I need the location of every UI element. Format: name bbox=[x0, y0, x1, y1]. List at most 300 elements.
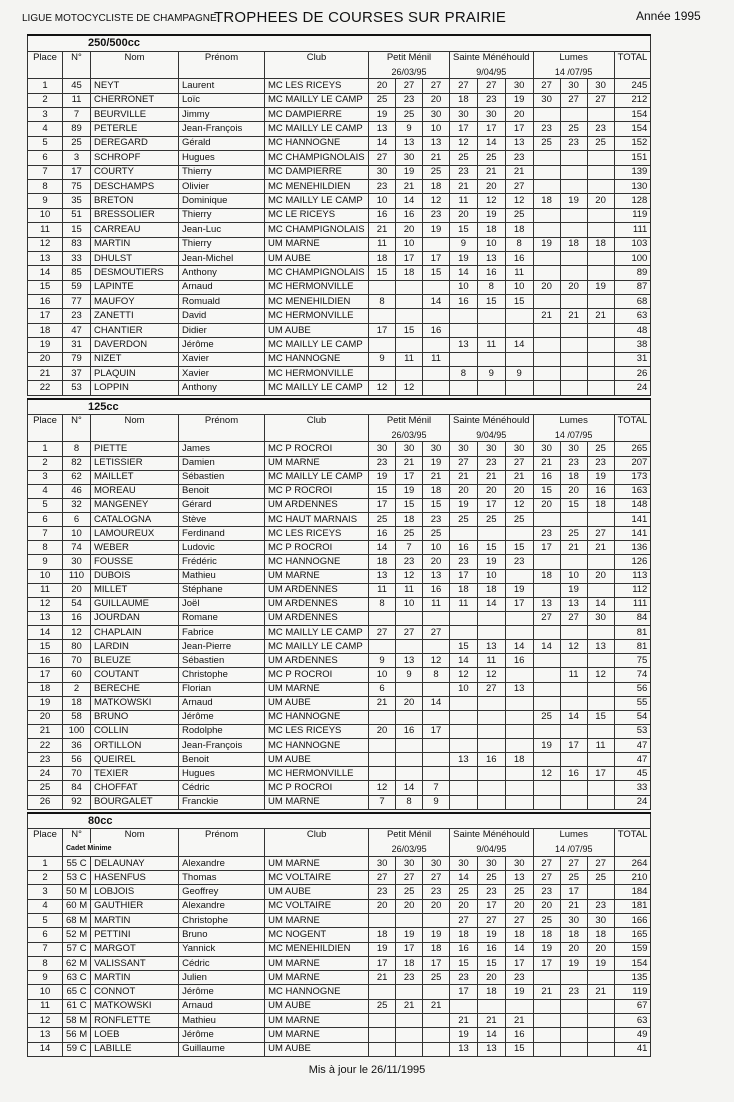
club-cell: MC HANNOGNE bbox=[265, 352, 369, 366]
section-title: 80cc bbox=[28, 813, 651, 829]
score-cell bbox=[560, 513, 587, 527]
total-cell: 265 bbox=[614, 442, 651, 456]
score-cell bbox=[560, 1028, 587, 1042]
score-cell: 14 bbox=[505, 640, 533, 654]
score-cell: 23 bbox=[396, 555, 423, 569]
score-cell: 27 bbox=[369, 151, 396, 165]
score-cell: 19 bbox=[396, 165, 423, 179]
number-cell: 77 bbox=[63, 295, 91, 309]
score-cell: 15 bbox=[423, 498, 450, 512]
score-cell bbox=[533, 352, 560, 366]
score-cell: 23 bbox=[533, 885, 560, 899]
score-cell bbox=[533, 971, 560, 985]
club-cell: MC MAILLY LE CAMP bbox=[265, 194, 369, 208]
score-cell bbox=[369, 611, 396, 625]
place-cell: 18 bbox=[28, 682, 63, 696]
total-cell: 154 bbox=[614, 108, 651, 122]
score-cell bbox=[450, 710, 478, 724]
score-cell: 11 bbox=[423, 352, 450, 366]
score-cell bbox=[533, 251, 560, 265]
club-cell: MC HERMONVILLE bbox=[265, 280, 369, 294]
score-cell: 20 bbox=[423, 555, 450, 569]
score-cell bbox=[396, 1014, 423, 1028]
score-cell: 30 bbox=[423, 442, 450, 456]
place-cell: 8 bbox=[28, 956, 63, 970]
place-cell: 9 bbox=[28, 194, 63, 208]
score-cell: 20 bbox=[477, 971, 505, 985]
score-cell bbox=[450, 626, 478, 640]
total-cell: 81 bbox=[614, 626, 651, 640]
score-cell bbox=[587, 323, 614, 337]
score-cell: 17 bbox=[477, 498, 505, 512]
score-cell bbox=[450, 527, 478, 541]
header-row bbox=[28, 51, 651, 65]
number-cell: 36 bbox=[63, 739, 91, 753]
prenom-cell: Stéphane bbox=[179, 583, 265, 597]
score-cell: 25 bbox=[396, 885, 423, 899]
nom-cell: COLLIN bbox=[91, 724, 179, 738]
score-cell: 30 bbox=[505, 79, 533, 93]
score-cell bbox=[587, 724, 614, 738]
number-cell: 74 bbox=[63, 541, 91, 555]
score-cell: 9 bbox=[396, 122, 423, 136]
score-cell: 11 bbox=[423, 597, 450, 611]
place-cell: 12 bbox=[28, 1014, 63, 1028]
score-cell: 19 bbox=[505, 985, 533, 999]
place-cell: 8 bbox=[28, 541, 63, 555]
score-cell bbox=[587, 1014, 614, 1028]
prenom-cell: Jérôme bbox=[179, 710, 265, 724]
number-cell: 70 bbox=[63, 767, 91, 781]
event-date: 14 /07/95 bbox=[533, 65, 614, 79]
score-cell: 21 bbox=[560, 899, 587, 913]
header-spacer bbox=[91, 428, 179, 442]
table-row bbox=[28, 352, 651, 366]
score-cell: 17 bbox=[477, 122, 505, 136]
place-cell: 8 bbox=[28, 179, 63, 193]
score-cell bbox=[423, 381, 450, 396]
table-row bbox=[28, 367, 651, 381]
prenom-cell: Thierry bbox=[179, 165, 265, 179]
score-cell bbox=[587, 151, 614, 165]
score-cell: 16 bbox=[423, 583, 450, 597]
number-cell: 12 bbox=[63, 626, 91, 640]
club-cell: MC HANNOGNE bbox=[265, 739, 369, 753]
score-cell bbox=[533, 513, 560, 527]
event-name: Petit Ménil bbox=[369, 51, 450, 65]
score-cell bbox=[396, 309, 423, 323]
score-cell bbox=[505, 739, 533, 753]
nom-cell: PETTINI bbox=[91, 928, 179, 942]
place-cell: 2 bbox=[28, 456, 63, 470]
prenom-cell: Cédric bbox=[179, 781, 265, 795]
nom-cell: CARREAU bbox=[91, 223, 179, 237]
place-cell: 10 bbox=[28, 208, 63, 222]
table-row bbox=[28, 266, 651, 280]
total-cell: 47 bbox=[614, 753, 651, 767]
event-name: Sainte Ménéhould bbox=[450, 415, 534, 429]
total-cell: 26 bbox=[614, 367, 651, 381]
place-cell: 11 bbox=[28, 583, 63, 597]
table-row bbox=[28, 971, 651, 985]
score-cell: 20 bbox=[423, 93, 450, 107]
nom-cell: DEREGARD bbox=[91, 136, 179, 150]
score-cell: 15 bbox=[477, 956, 505, 970]
score-cell: 21 bbox=[533, 309, 560, 323]
header-row bbox=[28, 829, 651, 843]
score-cell bbox=[560, 108, 587, 122]
score-cell bbox=[369, 739, 396, 753]
number-cell: 15 bbox=[63, 223, 91, 237]
score-cell: 17 bbox=[505, 956, 533, 970]
prenom-cell: Sébastien bbox=[179, 654, 265, 668]
score-cell: 19 bbox=[477, 555, 505, 569]
prenom-cell: Alexandre bbox=[179, 856, 265, 870]
table-row bbox=[28, 136, 651, 150]
club-cell: UM MARNE bbox=[265, 914, 369, 928]
score-cell bbox=[396, 1042, 423, 1056]
nom-cell: COURTY bbox=[91, 165, 179, 179]
score-cell: 19 bbox=[587, 470, 614, 484]
score-cell: 15 bbox=[560, 498, 587, 512]
season-year: Année 1995 bbox=[636, 9, 701, 23]
nom-cell: LAMOUREUX bbox=[91, 527, 179, 541]
score-cell bbox=[533, 753, 560, 767]
score-cell: 20 bbox=[533, 498, 560, 512]
score-cell: 25 bbox=[396, 108, 423, 122]
total-cell: 103 bbox=[614, 237, 651, 251]
score-cell bbox=[423, 640, 450, 654]
nom-cell: BEURVILLE bbox=[91, 108, 179, 122]
table-row bbox=[28, 569, 651, 583]
score-cell: 20 bbox=[369, 899, 396, 913]
score-cell: 27 bbox=[396, 626, 423, 640]
event-name: Petit Ménil bbox=[369, 829, 450, 843]
score-cell: 12 bbox=[587, 668, 614, 682]
prenom-cell: Jimmy bbox=[179, 108, 265, 122]
score-cell: 10 bbox=[423, 122, 450, 136]
score-cell: 23 bbox=[423, 513, 450, 527]
number-cell: 53 C bbox=[63, 871, 91, 885]
score-cell: 25 bbox=[587, 871, 614, 885]
score-cell bbox=[533, 1028, 560, 1042]
score-cell bbox=[560, 208, 587, 222]
nom-cell: MATKOWSKI bbox=[91, 696, 179, 710]
results-table-80cc bbox=[27, 812, 651, 1057]
score-cell: 14 bbox=[396, 781, 423, 795]
score-cell: 25 bbox=[505, 885, 533, 899]
score-cell: 23 bbox=[369, 456, 396, 470]
score-cell: 25 bbox=[369, 999, 396, 1013]
total-cell: 173 bbox=[614, 470, 651, 484]
prenom-cell: Benoit bbox=[179, 484, 265, 498]
prenom-cell: James bbox=[179, 442, 265, 456]
prenom-cell: Rodolphe bbox=[179, 724, 265, 738]
score-cell: 18 bbox=[477, 985, 505, 999]
score-cell bbox=[560, 781, 587, 795]
header-spacer bbox=[265, 843, 369, 857]
score-cell: 27 bbox=[450, 456, 478, 470]
number-cell: 6 bbox=[63, 513, 91, 527]
total-cell: 159 bbox=[614, 942, 651, 956]
club-cell: MC LE RICEYS bbox=[265, 208, 369, 222]
club-cell: UM MARNE bbox=[265, 795, 369, 809]
club-cell: UM AUBE bbox=[265, 999, 369, 1013]
total-cell: 151 bbox=[614, 151, 651, 165]
table-row bbox=[28, 151, 651, 165]
score-cell: 13 bbox=[560, 597, 587, 611]
total-cell: 166 bbox=[614, 914, 651, 928]
table-row bbox=[28, 251, 651, 265]
number-cell: 75 bbox=[63, 179, 91, 193]
score-cell: 16 bbox=[477, 753, 505, 767]
total-cell: 119 bbox=[614, 985, 651, 999]
total-cell: 55 bbox=[614, 696, 651, 710]
score-cell bbox=[423, 739, 450, 753]
score-cell: 12 bbox=[477, 668, 505, 682]
score-cell: 16 bbox=[505, 1028, 533, 1042]
nom-cell: MARGOT bbox=[91, 942, 179, 956]
score-cell: 27 bbox=[396, 79, 423, 93]
place-cell: 16 bbox=[28, 295, 63, 309]
score-cell: 17 bbox=[369, 498, 396, 512]
header-total: TOTAL bbox=[614, 829, 651, 843]
prenom-cell: Romuald bbox=[179, 295, 265, 309]
table-row bbox=[28, 280, 651, 294]
score-cell: 16 bbox=[450, 295, 478, 309]
score-cell: 18 bbox=[396, 266, 423, 280]
score-cell: 30 bbox=[477, 108, 505, 122]
score-cell: 23 bbox=[587, 899, 614, 913]
score-cell bbox=[587, 266, 614, 280]
score-cell: 30 bbox=[477, 442, 505, 456]
category-subheader: Cadet Minime bbox=[63, 843, 179, 857]
score-cell: 18 bbox=[587, 237, 614, 251]
score-cell bbox=[477, 724, 505, 738]
club-cell: MC MENEHILDIEN bbox=[265, 179, 369, 193]
score-cell: 20 bbox=[369, 79, 396, 93]
header-spacer bbox=[63, 428, 91, 442]
score-cell: 12 bbox=[450, 136, 478, 150]
total-cell: 245 bbox=[614, 79, 651, 93]
score-cell: 11 bbox=[587, 739, 614, 753]
nom-cell: CHAPLAIN bbox=[91, 626, 179, 640]
score-cell: 30 bbox=[369, 442, 396, 456]
score-cell: 14 bbox=[396, 194, 423, 208]
score-cell bbox=[587, 971, 614, 985]
score-cell: 9 bbox=[450, 237, 478, 251]
score-cell: 13 bbox=[505, 682, 533, 696]
total-cell: 148 bbox=[614, 498, 651, 512]
score-cell bbox=[560, 753, 587, 767]
club-cell: MC MAILLY LE CAMP bbox=[265, 338, 369, 352]
score-cell: 23 bbox=[369, 885, 396, 899]
score-cell bbox=[396, 753, 423, 767]
score-cell bbox=[450, 767, 478, 781]
score-cell: 20 bbox=[560, 484, 587, 498]
score-cell: 25 bbox=[505, 208, 533, 222]
score-cell: 16 bbox=[369, 527, 396, 541]
nom-cell: BRUNO bbox=[91, 710, 179, 724]
place-cell: 18 bbox=[28, 323, 63, 337]
score-cell bbox=[533, 208, 560, 222]
total-cell: 54 bbox=[614, 710, 651, 724]
number-cell: 80 bbox=[63, 640, 91, 654]
score-cell bbox=[587, 682, 614, 696]
nom-cell: ORTILLON bbox=[91, 739, 179, 753]
header-total: TOTAL bbox=[614, 415, 651, 429]
event-date: 14 /07/95 bbox=[533, 843, 614, 857]
total-cell: 111 bbox=[614, 597, 651, 611]
total-cell: 81 bbox=[614, 640, 651, 654]
score-cell: 15 bbox=[450, 956, 478, 970]
header-prenom: Prénom bbox=[179, 829, 265, 843]
total-cell: 113 bbox=[614, 569, 651, 583]
score-cell: 6 bbox=[369, 682, 396, 696]
score-cell bbox=[587, 381, 614, 396]
total-cell: 210 bbox=[614, 871, 651, 885]
nom-cell: GAUTHIER bbox=[91, 899, 179, 913]
results-table-125cc bbox=[27, 398, 651, 810]
score-cell bbox=[587, 753, 614, 767]
score-cell: 27 bbox=[505, 179, 533, 193]
score-cell: 25 bbox=[560, 871, 587, 885]
nom-cell: DESMOUTIERS bbox=[91, 266, 179, 280]
score-cell bbox=[505, 611, 533, 625]
nom-cell: LAPINTE bbox=[91, 280, 179, 294]
number-cell: 18 bbox=[63, 696, 91, 710]
header-nom: Nom bbox=[91, 51, 179, 65]
place-cell: 21 bbox=[28, 724, 63, 738]
score-cell: 23 bbox=[560, 136, 587, 150]
score-cell bbox=[505, 323, 533, 337]
score-cell: 23 bbox=[450, 555, 478, 569]
number-cell: 89 bbox=[63, 122, 91, 136]
total-cell: 212 bbox=[614, 93, 651, 107]
score-cell: 16 bbox=[450, 541, 478, 555]
score-cell: 19 bbox=[450, 498, 478, 512]
score-cell: 10 bbox=[450, 280, 478, 294]
score-cell: 19 bbox=[533, 237, 560, 251]
place-cell: 16 bbox=[28, 654, 63, 668]
score-cell: 27 bbox=[369, 626, 396, 640]
number-cell: 61 C bbox=[63, 999, 91, 1013]
score-cell: 7 bbox=[423, 781, 450, 795]
nom-cell: MAILLET bbox=[91, 470, 179, 484]
score-cell bbox=[369, 338, 396, 352]
score-cell bbox=[477, 323, 505, 337]
club-cell: UM AUBE bbox=[265, 885, 369, 899]
score-cell: 16 bbox=[533, 470, 560, 484]
prenom-cell: Thierry bbox=[179, 208, 265, 222]
score-cell: 17 bbox=[533, 956, 560, 970]
club-cell: UM ARDENNES bbox=[265, 597, 369, 611]
score-cell: 18 bbox=[423, 179, 450, 193]
event-date: 9/04/95 bbox=[450, 65, 534, 79]
score-cell: 19 bbox=[477, 208, 505, 222]
score-cell bbox=[533, 682, 560, 696]
score-cell: 17 bbox=[505, 122, 533, 136]
total-cell: 48 bbox=[614, 323, 651, 337]
club-cell: MC P ROCROI bbox=[265, 484, 369, 498]
prenom-cell: Jean-Luc bbox=[179, 223, 265, 237]
nom-cell: MAUFOY bbox=[91, 295, 179, 309]
score-cell bbox=[369, 914, 396, 928]
score-cell: 21 bbox=[533, 456, 560, 470]
score-cell: 20 bbox=[533, 280, 560, 294]
score-cell bbox=[587, 583, 614, 597]
nom-cell: BRETON bbox=[91, 194, 179, 208]
score-cell: 19 bbox=[450, 1028, 478, 1042]
total-cell: 126 bbox=[614, 555, 651, 569]
score-cell: 12 bbox=[396, 569, 423, 583]
score-cell bbox=[450, 309, 478, 323]
number-cell: 79 bbox=[63, 352, 91, 366]
score-cell bbox=[587, 999, 614, 1013]
score-cell: 14 bbox=[477, 597, 505, 611]
number-cell: 58 M bbox=[63, 1014, 91, 1028]
score-cell bbox=[423, 753, 450, 767]
score-cell bbox=[396, 640, 423, 654]
score-cell bbox=[533, 999, 560, 1013]
score-cell: 21 bbox=[423, 999, 450, 1013]
place-cell: 15 bbox=[28, 640, 63, 654]
place-cell: 7 bbox=[28, 527, 63, 541]
total-cell: 136 bbox=[614, 541, 651, 555]
score-cell: 25 bbox=[533, 914, 560, 928]
score-cell: 23 bbox=[450, 971, 478, 985]
score-cell: 18 bbox=[560, 928, 587, 942]
score-cell: 15 bbox=[423, 266, 450, 280]
score-cell: 27 bbox=[505, 456, 533, 470]
club-cell: MC VOLTAIRE bbox=[265, 899, 369, 913]
number-cell: 59 bbox=[63, 280, 91, 294]
score-cell: 16 bbox=[505, 251, 533, 265]
score-cell: 9 bbox=[505, 367, 533, 381]
club-cell: MC MENEHILDIEN bbox=[265, 295, 369, 309]
score-cell bbox=[396, 739, 423, 753]
score-cell: 30 bbox=[369, 856, 396, 870]
total-cell: 53 bbox=[614, 724, 651, 738]
last-updated: Mis à jour le 26/11/1995 bbox=[308, 1064, 426, 1076]
score-cell: 23 bbox=[423, 885, 450, 899]
total-cell: 119 bbox=[614, 208, 651, 222]
club-cell: MC DAMPIERRE bbox=[265, 108, 369, 122]
score-cell: 17 bbox=[587, 767, 614, 781]
place-cell: 17 bbox=[28, 668, 63, 682]
score-cell: 20 bbox=[477, 484, 505, 498]
score-cell bbox=[477, 739, 505, 753]
score-cell: 15 bbox=[533, 484, 560, 498]
number-cell: 60 bbox=[63, 668, 91, 682]
table-row bbox=[28, 179, 651, 193]
table-row bbox=[28, 79, 651, 93]
score-cell: 27 bbox=[423, 626, 450, 640]
score-cell: 21 bbox=[505, 470, 533, 484]
score-cell: 15 bbox=[505, 541, 533, 555]
nom-cell: SCHROPF bbox=[91, 151, 179, 165]
number-cell: 70 bbox=[63, 654, 91, 668]
nom-cell: PIETTE bbox=[91, 442, 179, 456]
club-cell: MC MENEHILDIEN bbox=[265, 942, 369, 956]
score-cell bbox=[587, 513, 614, 527]
score-cell bbox=[369, 309, 396, 323]
score-cell: 25 bbox=[477, 871, 505, 885]
place-cell: 4 bbox=[28, 122, 63, 136]
score-cell: 17 bbox=[423, 251, 450, 265]
place-cell: 14 bbox=[28, 626, 63, 640]
total-cell: 100 bbox=[614, 251, 651, 265]
